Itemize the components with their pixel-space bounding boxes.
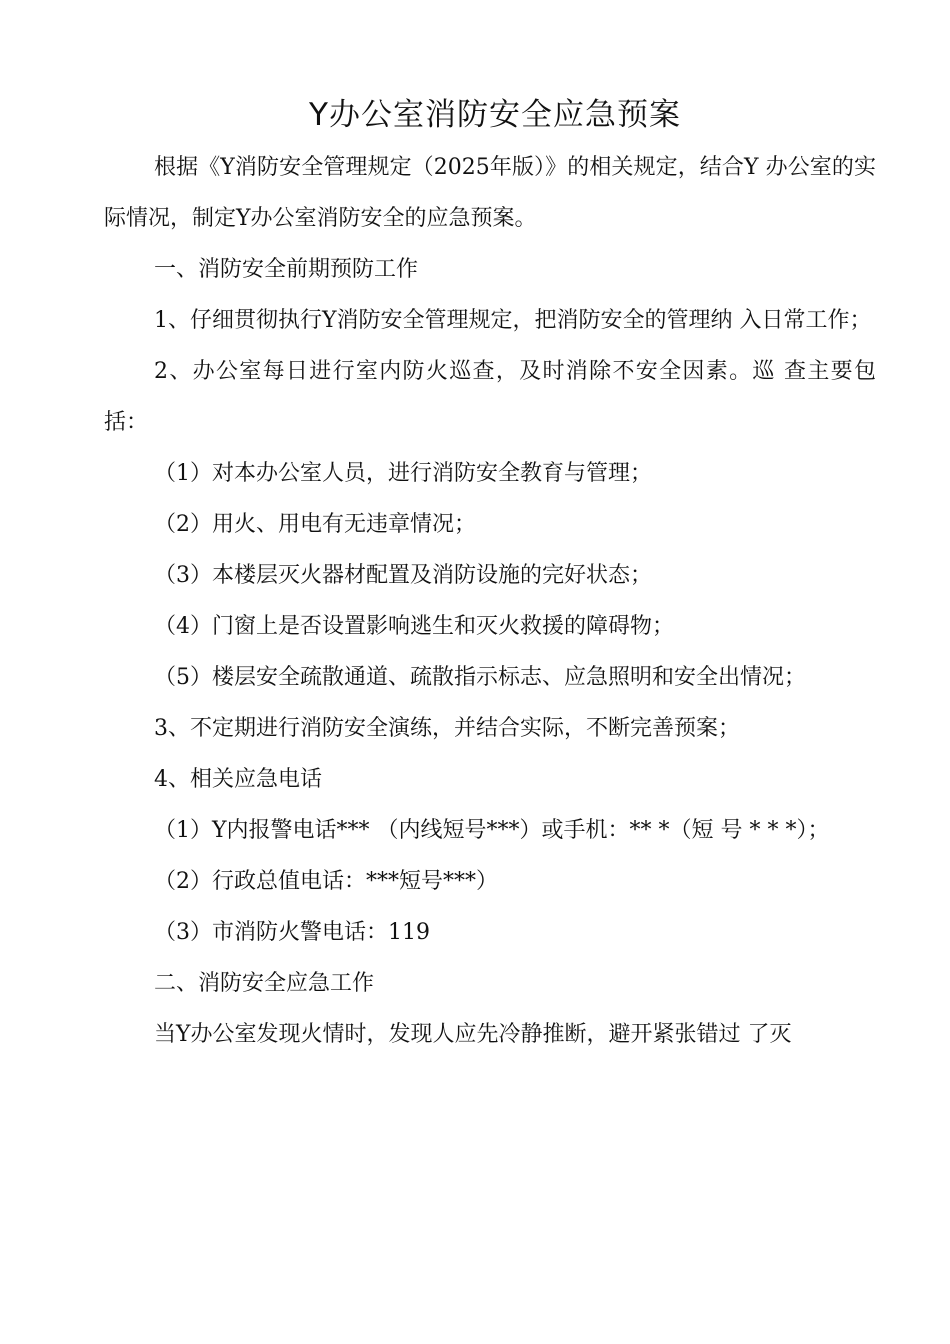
emergency-paragraph: 当Y办公室发现火情时，发现人应先冷静推断，避开紧张错过 了灭 [154,1022,792,1047]
phone-subitem-1: （1）Y内报警电话*** （内线短号***）或手机：** *（短 号 * * *）； [154,818,830,843]
inspection-subitem-2: （2）用火、用电有无违章情况； [154,512,476,537]
document-title: Y办公室消防安全应急预案 [309,97,681,133]
section-heading-emergency: 二、消防安全应急工作 [154,971,375,996]
inspection-subitem-5: （5）楼层安全疏散通道、疏散指示标志、应急照明和安全出情况； [154,665,806,690]
document-body [104,142,876,1060]
section-heading-prevention: 一、消防安全前期预防工作 [154,257,419,282]
phone-subitem-3: （3）市消防火警电话：119 [154,920,430,945]
prevention-item-3: 3、不定期进行消防安全演练，并结合实际，不断完善预案； [154,716,740,741]
prevention-item-1: 1、仔细贯彻执行Y消防安全管理规定，把消防安全的管理纳 入日常工作； [154,308,872,333]
phone-subitem-2: （2）行政总值电话：***短号***） [154,869,498,894]
prevention-item-4: 4、相关应急电话 [154,767,322,792]
inspection-subitem-4: （4）门窗上是否设置影响逃生和灭火救援的障碍物； [154,614,674,639]
inspection-subitem-3: （3）本楼层灭火器材配置及消防设施的完好状态； [154,563,652,588]
intro-paragraph: 根据《Y消防安全管理规定（2025年版）》的相关规定，结合Y 办公室的实际情况，制定Y办公室消防安全的应急预案。 [104,155,876,231]
inspection-subitem-1: （1）对本办公室人员，进行消防安全教育与管理； [154,461,652,486]
prevention-item-2: 2、办公室每日进行室内防火巡查，及时消除不安全因素。巡 查主要包括： [104,359,876,435]
